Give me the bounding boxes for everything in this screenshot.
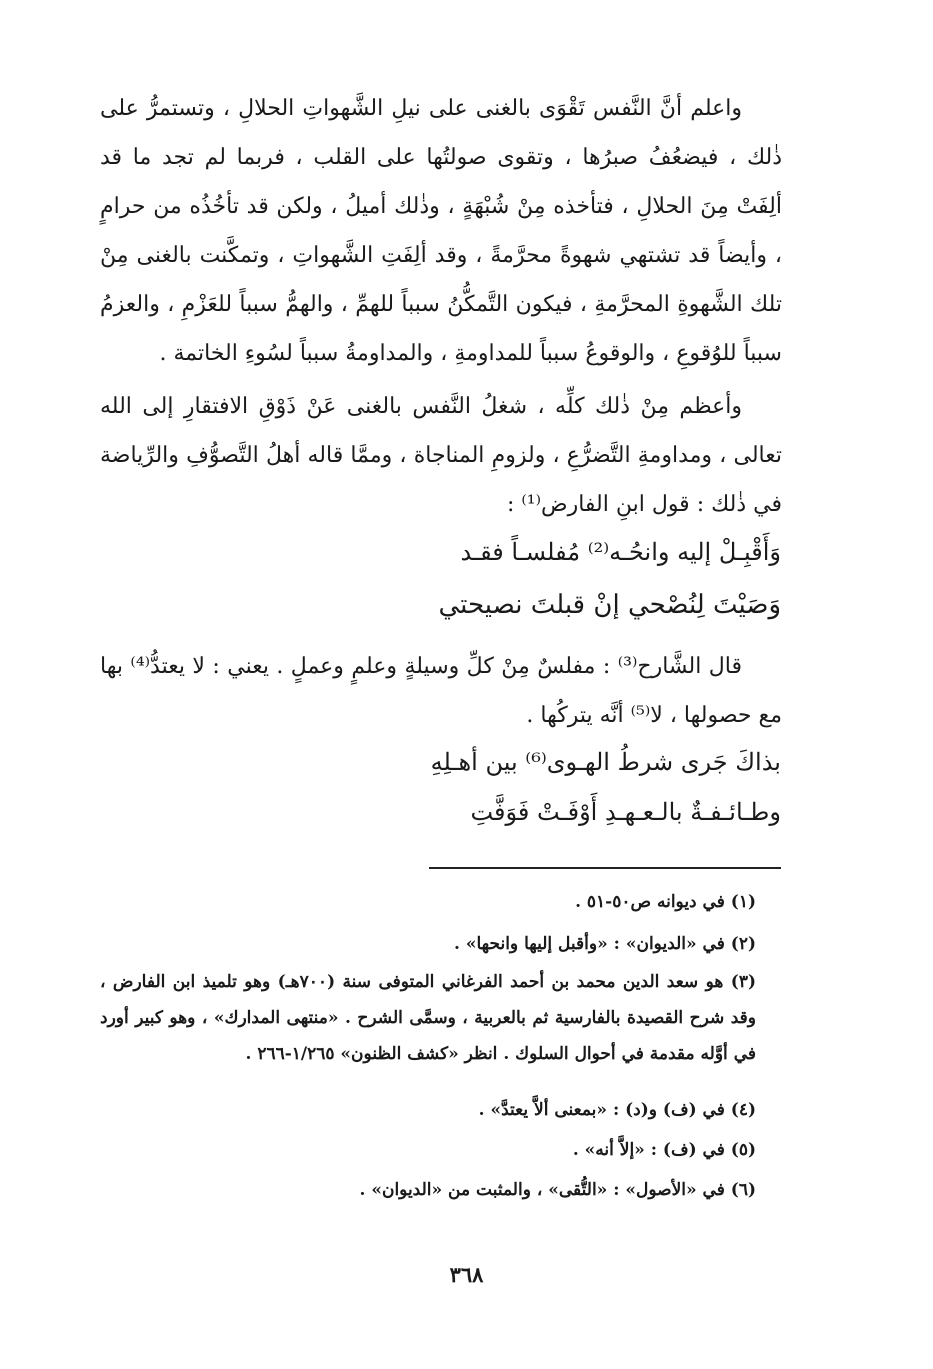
paragraph-greater-harm: وأعظم مِنْ ذٰلك كلِّه ، شغلُ النَّفس بالغنى عَنْ ذَوْقِ الافتقارِ إلى الله تعالى ، ومداومةِ التَّضرُّعِ ، ولزومِ المناجاة ، وممَّا قاله أهلُ التَّصوُّفِ والرِّياضة في ذٰلك : قول ابنِ الفارض⁽¹⁾ : (100, 394, 782, 517)
footnote-1: (١) في ديوانه ص٥٠-٥١ . (575, 892, 756, 912)
page-number: ٣٦٨ (449, 1262, 484, 1287)
footnote-4: (٤) في (ف) و(د) : «بمعنى ألاَّ يعتدَّ» . (478, 1100, 756, 1120)
paragraph-wealth-and-desires: واعلم أنَّ النَّفس تَقْوَى بالغنى على نيلِ الشَّهواتِ الحلالِ ، وتستمرُّ على ذٰلك ، فيضعُفُ صبرُها ، وتقوى صولتُها على القلب ، فربما لم تجد ما قد ألِفَتْ مِنَ الحلالِ ، فتأخذه مِنْ شُبْهَةٍ ، وذٰلك أميلُ ، ولكن قد تأخُذُه من حرامٍ ، وأيضاً قد تشتهي شهوةً محرَّمةً ، وقد ألِفَتِ الشَّهواتِ ، وتمكَّنت بالغنى مِنْ تلك الشَّهوةِ المحرَّمةِ ، فيكون التَّمكُّنُ سبباً للهمِّ ، والهمُّ سبباً للعَزْمِ ، والعزمُ سبباً للوُقوعِ ، والوقوعُ سبباً للمداومةِ ، والمداومةُ سبباً لسُوءِ الخاتمة . (100, 96, 782, 366)
verse-line-1: وَأَقْبِـلْ إليه وانحُـه⁽²⁾ مُفلسـاً فقـد (460, 538, 781, 566)
verse-line-2: وَصَيْتَ لِنُصْحي إنْ قبلتَ نصيحتي (438, 590, 781, 620)
footnote-3: (٣) هو سعد الدين محمد بن أحمد الفرغاني المتوفى سنة (٧٠٠هـ) وهو تلميذ ابن الفارض ، وقد شرح القصيدة بالفارسية ثم بالعربية ، وسمَّى الشرح . «منتهى المدارك» ، وهو كبير أورد في أوَّله مقدمة في أحوال السلوك . انظر «كشف الظنون» ١/٢٦٥-٢٦٦ . (100, 972, 756, 1064)
paragraph-commentator: قال الشَّارح⁽³⁾ : مفلسٌ مِنْ كلِّ وسيلةٍ وعلمٍ وعملٍ . يعني : لا يعتدُّ⁽⁴⁾ بها مع حصولها ، لا⁽⁵⁾ أنَّه يتركُها . (100, 654, 782, 728)
verse-line-4: وطـائـفـةٌ بالـعـهـدِ أَوْفَـتْ فَوَفَّتِ (470, 798, 781, 826)
footnote-6: (٦) في «الأصول» : «التُّقى» ، والمثبت من «الديوان» . (359, 1180, 756, 1200)
footnote-2: (٢) في «الديوان» : «وأقبل إليها وانحها» . (454, 934, 756, 954)
footnote-5: (٥) في (ف) : «إلاَّ أنه» . (572, 1140, 756, 1160)
footnote-separator (429, 867, 781, 869)
verse-line-3: بذاكَ جَرى شرطُ الهـوى⁽⁶⁾ بين أهـلِهِ (430, 748, 781, 776)
